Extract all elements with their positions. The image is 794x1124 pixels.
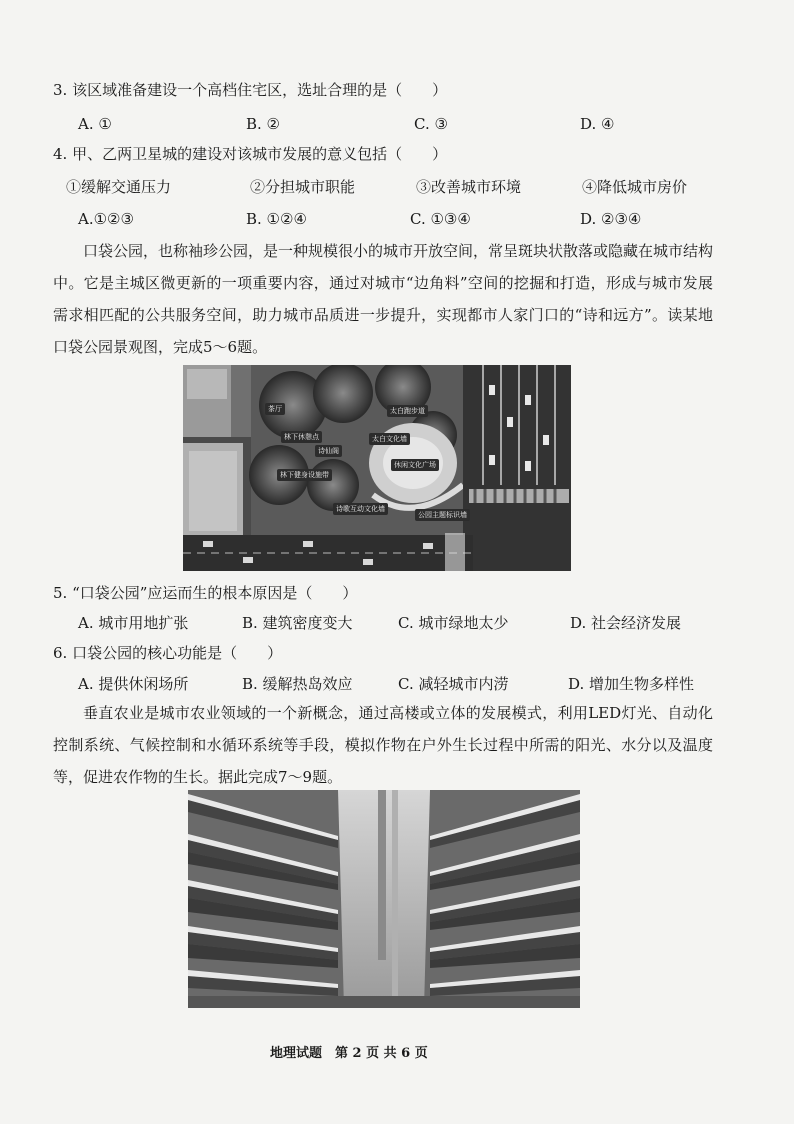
vertical-farming-text: 垂直农业是城市农业领域的一个新概念，通过高楼或立体的发展模式，利用LED灯光、自动化控制系统、气候控制和水循环系统等手段，模拟作物在户外生长过程中所需的阳光、水分以及温度等，促进农作物的生长。据此完成7～9题。 [53, 704, 713, 786]
map-label-poem-interactive-wall: 诗歌互动文化墙 [333, 503, 388, 515]
q6-option-d: D. 增加生物多样性 [568, 675, 695, 693]
q5-option-a: A. 城市用地扩张 [78, 614, 189, 632]
pocket-park-text: 口袋公园，也称袖珍公园，是一种规模很小的城市开放空间，常呈斑块状散落或隐藏在城市结构中。它是主城区微更新的一项重要内容，通过对城市“边角料”空间的挖掘和打造，形成与城市发展需求相匹配的公共服务空间，助力城市品质进一步提升，实现都市人家门口的“诗和远方”。读某地口袋公园景观图，完成5～6题。 [53, 242, 714, 356]
q4-option-b: B. ①②④ [246, 210, 307, 228]
q6-option-b: B. 缓解热岛效应 [242, 675, 353, 693]
map-label-rest-point: 林下休憩点 [281, 431, 322, 443]
question-3-stem: 3. 该区域准备建设一个高档住宅区，选址合理的是（ ） [53, 81, 448, 99]
q3-option-a: A. ① [78, 115, 112, 133]
vertical-farm-photo [188, 790, 580, 1008]
question-5-stem: 5. “口袋公园”应运而生的根本原因是（ ） [53, 584, 358, 602]
vertical-farming-passage [53, 697, 713, 793]
map-label-running-path: 太白跑步道 [387, 405, 428, 417]
question-6-stem: 6. 口袋公园的核心功能是（ ） [53, 644, 283, 662]
q4-option-d: D. ②③④ [580, 210, 642, 228]
map-label-culture-wall: 太白文化墙 [369, 433, 410, 445]
map-label-fitness-belt: 林下健身设施带 [277, 469, 332, 481]
q3-option-d: D. ④ [580, 115, 615, 133]
q3-option-b: B. ② [246, 115, 281, 133]
q4-option-c: C. ①③④ [410, 210, 471, 228]
q5-option-d: D. 社会经济发展 [570, 614, 682, 632]
map-label-tea-hall: 茶厅 [265, 403, 285, 415]
map-label-sign-wall: 公园主题标识墙 [415, 509, 470, 521]
q5-option-b: B. 建筑密度变大 [242, 614, 353, 632]
q4-item-3: ③改善城市环境 [416, 178, 522, 196]
pocket-park-map [183, 365, 571, 571]
q6-option-c: C. 减轻城市内涝 [398, 675, 509, 693]
map-label-leisure-plaza: 休闲文化广场 [391, 459, 439, 471]
pocket-park-map-graphic [183, 365, 571, 571]
vertical-farm-graphic [188, 790, 580, 1008]
q4-item-2: ②分担城市职能 [250, 178, 356, 196]
q5-option-c: C. 城市绿地太少 [398, 614, 509, 632]
q6-option-a: A. 提供休闲场所 [78, 675, 189, 693]
q3-option-c: C. ③ [414, 115, 448, 133]
q4-item-1: ①缓解交通压力 [66, 178, 172, 196]
q4-option-a: A.①②③ [78, 210, 134, 228]
q4-item-4: ④降低城市房价 [582, 178, 688, 196]
question-4-stem: 4. 甲、乙两卫星城的建设对该城市发展的意义包括（ ） [53, 145, 448, 163]
page-footer: 地理试题 第 2 页 共 6 页 [270, 1046, 428, 1061]
map-label-poem-pavilion: 诗仙阁 [315, 445, 342, 457]
pocket-park-passage [53, 235, 713, 363]
